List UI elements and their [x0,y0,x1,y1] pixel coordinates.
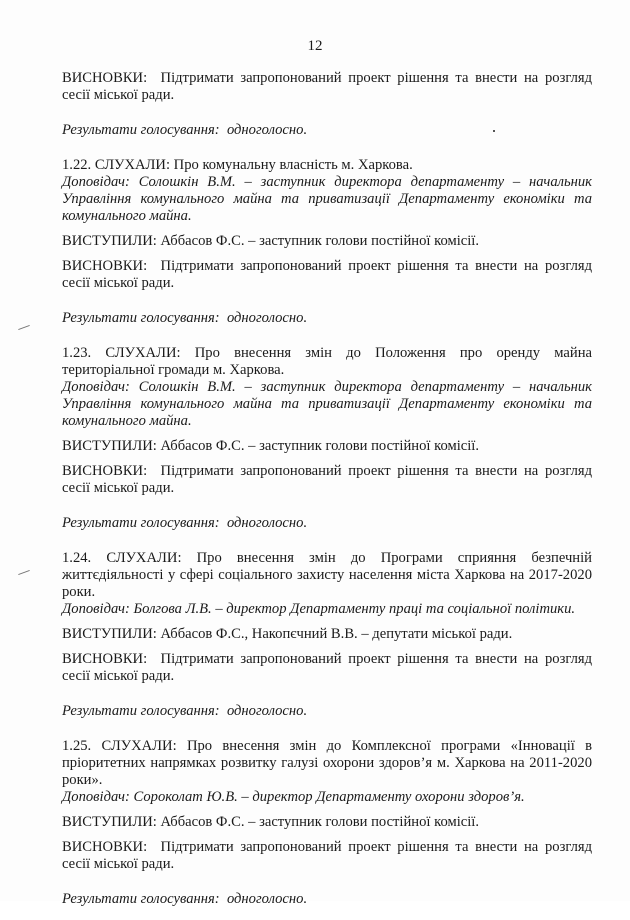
speaker-text: Сороколат Ю.В. – директор Департаменту охорони здоров’я. [133,789,525,805]
item-number: 1.24. [62,550,92,566]
voting-result-value: одноголосно. [226,310,308,326]
voting-result-value: одноголосно. [226,891,308,907]
heard-paragraph: 1.22. СЛУХАЛИ: Про комунальну власність м. Харкова. [62,157,413,173]
margin-mark [18,570,30,575]
conclusion-paragraph: ВИСНОВКИ: Підтримати запропонований проект рішення та внести на розгляд сесії міської ради. [62,258,592,291]
voting-result-value: одноголосно. [226,122,308,138]
agenda-item-1-22 [62,157,592,327]
heard-text: Про комунальну власність м. Харкова. [173,157,413,173]
speaker-text: Солошкін В.М. – заступник директора департаменту – начальник Управління комунального майна та приватизації Департаменту економіки та комунального майна. [62,174,592,224]
voting-result: Результати голосування: одноголосно. [62,122,308,138]
spoke-text: Аббасов Ф.С. – заступник голови постійної комісії. [160,233,479,249]
voting-result: Результати голосування: одноголосно. [62,515,308,531]
speaker-paragraph: Доповідач: Солошкін В.М. – заступник директора департаменту – начальник Управління комунального майна та приватизації Департаменту економіки та комунального майна. [62,174,592,224]
conclusion-paragraph: ВИСНОВКИ: Підтримати запропонований проект рішення та внести на розгляд сесії міської ради. [62,839,592,872]
agenda-item-1-25 [62,738,592,908]
heard-paragraph: 1.23. СЛУХАЛИ: Про внесення змін до Положення про оренду майна територіальної громади м. Харкова. [62,345,592,378]
speaker-paragraph: Доповідач: Болгова Л.В. – директор Департаменту праці та соціальної політики. [62,601,576,617]
spoke-paragraph: ВИСТУПИЛИ: Аббасов Ф.С. – заступник голови постійної комісії. [62,814,479,830]
heard-text: Про внесення змін до Положення про оренду майна територіальної громади м. Харкова. [62,345,592,378]
heard-text: Про внесення змін до Програми сприяння безпечній життєдіяльності у сфері соціального захисту населення міста Харкова на 2017-2020 роки. [62,550,592,600]
spoke-text: Аббасов Ф.С., Накопєчний В.В. – депутати міської ради. [160,626,513,642]
minutes-content [62,70,592,920]
heard-paragraph: 1.25. СЛУХАЛИ: Про внесення змін до Комплексної програми «Інновації в пріоритетних напрямках розвитку галузі охорони здоров’я м. Харкова на 2011-2020 роки». [62,738,592,788]
voting-result-value: одноголосно. [226,515,308,531]
item-number: 1.25. [62,738,92,754]
speaker-text: Болгова Л.В. – директор Департаменту праці та соціальної політики. [133,601,576,617]
voting-result: Результати голосування: одноголосно. [62,310,308,326]
voting-result: Результати голосування: одноголосно. [62,703,308,719]
conclusion-text: Підтримати запропонований проект рішення та внести на розгляд сесії міської ради. [62,70,592,103]
speaker-paragraph: Доповідач: Сороколат Ю.В. – директор Департаменту охорони здоров’я. [62,789,525,805]
conclusion-text: Підтримати запропонований проект рішення та внести на розгляд сесії міської ради. [62,839,592,872]
voting-result-value: одноголосно. [226,703,308,719]
conclusion-text: Підтримати запропонований проект рішення та внести на розгляд сесії міської ради. [62,258,592,291]
agenda-item-1-23 [62,345,592,532]
heard-text: Про внесення змін до Комплексної програми «Інновації в пріоритетних напрямках розвитку галузі охорони здоров’я м. Харкова на 2011-2020 роки». [62,738,592,788]
spoke-paragraph: ВИСТУПИЛИ: Аббасов Ф.С. – заступник голови постійної комісії. [62,438,479,454]
agenda-item-1-24 [62,550,592,720]
page-number: 12 [307,38,323,54]
intro-section [62,70,592,139]
spoke-paragraph: ВИСТУПИЛИ: Аббасов Ф.С., Накопєчний В.В. – депутати міської ради. [62,626,513,642]
spoke-text: Аббасов Ф.С. – заступник голови постійної комісії. [160,814,479,830]
margin-mark [18,325,30,330]
conclusion-text: Підтримати запропонований проект рішення та внести на розгляд сесії міської ради. [62,463,592,496]
conclusion-paragraph: ВИСНОВКИ: Підтримати запропонований проект рішення та внести на розгляд сесії міської ради. [62,70,592,103]
voting-result: Результати голосування: одноголосно. [62,891,308,907]
item-number: 1.22. [62,157,92,173]
conclusion-paragraph: ВИСНОВКИ: Підтримати запропонований проект рішення та внести на розгляд сесії міської ради. [62,463,592,496]
speaker-text: Солошкін В.М. – заступник директора департаменту – начальник Управління комунального майна та приватизації Департаменту економіки та комунального майна. [62,379,592,429]
heard-paragraph: 1.24. СЛУХАЛИ: Про внесення змін до Програми сприяння безпечній життєдіяльності у сфері соціального захисту населення міста Харкова на 2017-2020 роки. [62,550,592,600]
item-number: 1.23. [62,345,92,361]
conclusion-text: Підтримати запропонований проект рішення та внести на розгляд сесії міської ради. [62,651,592,684]
speaker-paragraph: Доповідач: Солошкін В.М. – заступник директора департаменту – начальник Управління комунального майна та приватизації Департаменту економіки та комунального майна. [62,379,592,429]
spoke-text: Аббасов Ф.С. – заступник голови постійної комісії. [160,438,479,454]
spoke-paragraph: ВИСТУПИЛИ: Аббасов Ф.С. – заступник голови постійної комісії. [62,233,479,249]
conclusion-paragraph: ВИСНОВКИ: Підтримати запропонований проект рішення та внести на розгляд сесії міської ради. [62,651,592,684]
